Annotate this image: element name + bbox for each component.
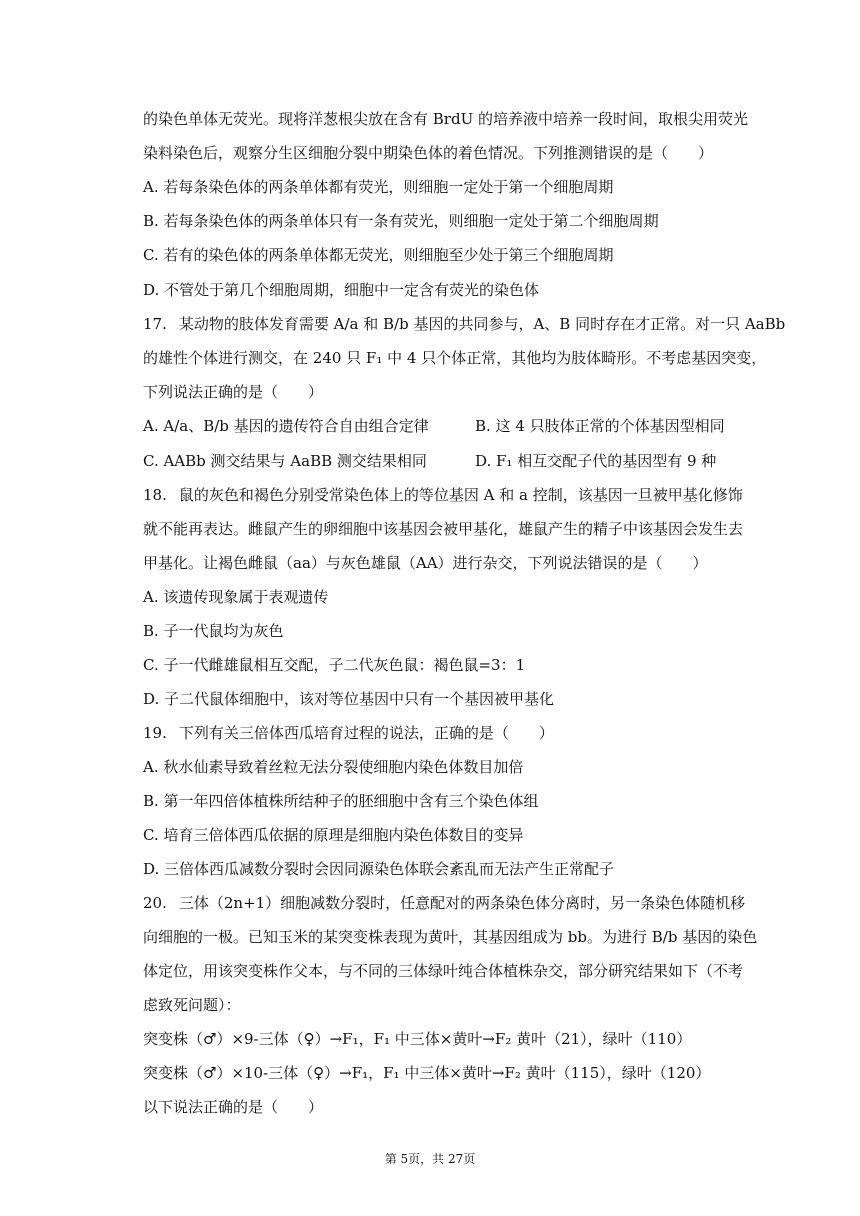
- q18-stem-line: 就不能再表达。雌鼠产生的卵细胞中该基因会被甲基化，雄鼠产生的精子中该基因会发生去: [143, 520, 744, 538]
- q19-stem-text: 下列有关三倍体西瓜培育过程的说法，正确的是（ ）: [178, 724, 554, 742]
- q17-stem-line: 的雄性个体进行测交，在 240 只 F₁ 中 4 只个体正常，其他均为肢体畸形。不考虑基因突变，: [143, 349, 767, 367]
- q16-option-d: D. 不管处于第几个细胞周期，细胞中一定含有荧光的染色体: [143, 281, 540, 299]
- q18-option-a: A. 该遗传现象属于表观遗传: [143, 588, 329, 606]
- q17-stem-text: 某动物的肢体发育需要 A/a 和 B/b 基因的共同参与，A、B 同时存在才正常。对一只 AaBb: [178, 315, 786, 333]
- q20-stem-line: 体定位，用该突变株作父本，与不同的三体绿叶纯合体植株杂交，部分研究结果如下（不考: [143, 962, 744, 980]
- q17-option-row: [143, 451, 760, 471]
- q19-option-a: A. 秋水仙素导致着丝粒无法分裂使细胞内染色体数目加倍: [143, 758, 524, 776]
- q20-stem-line: 向细胞的一极。已知玉米的某突变株表现为黄叶，其基因组成为 bb。为进行 B/b 基因的染色: [143, 928, 758, 946]
- q19-option-b: B. 第一年四倍体植株所结种子的胚细胞中含有三个染色体组: [143, 792, 539, 810]
- q18-stem-line: 甲基化。让褐色雌鼠（aa）与灰色雄鼠（AA）进行杂交，下列说法错误的是（ ）: [143, 554, 708, 572]
- q17-option-d: D. F₁ 相互交配子代的基因型有 9 种: [475, 452, 717, 470]
- page-footer: 第 5页，共 27页: [384, 1152, 476, 1166]
- q16-stem-line: 的染色单体无荧光。现将洋葱根尖放在含有 BrdU 的培养液中培养一段时间，取根尖用荧光: [143, 110, 748, 128]
- q17-option-b: B. 这 4 只肢体正常的个体基因型相同: [475, 417, 725, 435]
- q17-option-row: [143, 416, 760, 436]
- q17-option-a: A. A/a、B/b 基因的遗传符合自由组合定律: [143, 417, 429, 435]
- q17-number: 17.: [143, 315, 167, 333]
- q18-option-b: B. 子一代鼠均为灰色: [143, 622, 284, 640]
- q16-option-c: C. 若有的染色体的两条单体都无荧光，则细胞至少处于第三个细胞周期: [143, 246, 614, 264]
- q18-stem-line: [143, 485, 760, 505]
- q18-option-d: D. 子二代鼠体细胞中，该对等位基因中只有一个基因被甲基化: [143, 690, 555, 708]
- q20-data-line: 突变株（♂）×9-三体（♀）→F₁，F₁ 中三体×黄叶→F₂ 黄叶（21），绿叶（110）: [143, 1030, 692, 1048]
- q17-stem-line: 下列说法正确的是（ ）: [143, 383, 324, 401]
- q16-stem-line: 染料染色后，观察分生区细胞分裂中期染色体的着色情况。下列推测错误的是（ ）: [143, 144, 714, 162]
- q20-stem-line: 虑致死问题）：: [143, 996, 241, 1014]
- q17-option-c: C. AABb 测交结果与 AaBB 测交结果相同: [143, 452, 427, 470]
- q19-stem-line: [143, 723, 760, 743]
- q19-number: 19.: [143, 724, 167, 742]
- q20-stem-line: [143, 893, 760, 913]
- q17-stem-line: [143, 314, 786, 334]
- q20-data-line: 突变株（♂）×10-三体（♀）→F₁，F₁ 中三体×黄叶→F₂ 黄叶（115），绿叶（120）: [143, 1064, 711, 1082]
- q16-option-a: A. 若每条染色体的两条单体都有荧光，则细胞一定处于第一个细胞周期: [143, 178, 614, 196]
- q18-option-c: C. 子一代雌雄鼠相互交配，子二代灰色鼠：褐色鼠=3：1: [143, 656, 526, 674]
- q20-question-line: 以下说法正确的是（ ）: [143, 1098, 324, 1116]
- q20-stem-text: 三体（2n+1）细胞减数分裂时，任意配对的两条染色体分离时，另一条染色体随机移: [178, 894, 746, 912]
- q19-option-d: D. 三倍体西瓜减数分裂时会因同源染色体联会紊乱而无法产生正常配子: [143, 860, 615, 878]
- q18-number: 18.: [143, 486, 167, 504]
- q20-number: 20.: [143, 894, 167, 912]
- q16-option-b: B. 若每条染色体的两条单体只有一条有荧光，则细胞一定处于第二个细胞周期: [143, 212, 659, 230]
- q19-option-c: C. 培育三倍体西瓜依据的原理是细胞内染色体数目的变异: [143, 826, 524, 844]
- q18-stem-text: 鼠的灰色和褐色分别受常染色体上的等位基因 A 和 a 控制，该基因一旦被甲基化修饰: [178, 486, 743, 504]
